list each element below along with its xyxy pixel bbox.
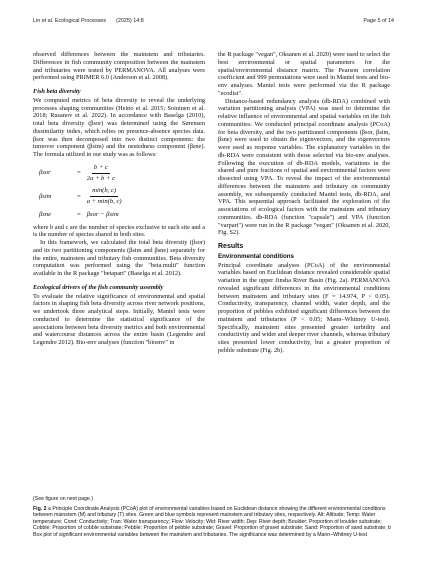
subheading-environmental-conditions: Environmental conditions <box>218 252 294 260</box>
equals-sign: = <box>77 210 81 218</box>
paragraph: To evaluate the relative significance of environmental and spatial factors in shaping fish beta diversity across river network positions, we undertook three analytical steps. Initially, Mantel tests were conducted to determine the statistical significance of the associations between beta diversity metrics and both environmental and watercourse distances across the entire basin (Legendre and Legendre 2012). Bio-env analyses (function "bioenv" in <box>33 292 205 346</box>
paragraph: We computed metrics of beta diversity to reveal the underlying processes shaping communities (Heino et al. 2015; Soininen et al. 2018; Rusanov et al. 2022). In accordance with Baselga (2010), total beta diversity (βsor) was determined using the Sørensen dissimilarity index, which relies on presence-absence species data. βsor was then decomposed into two distinct components: the turnover component (βsim) and the nestedness component (βsne). The formula utilized in our study was as follows: <box>33 96 205 158</box>
page-header <box>33 18 394 24</box>
equation-beta-sim <box>39 187 205 206</box>
caption-body: a Principle Coordinate Analysis (PCoA) plot of environmental variables based on Euclidean distance showing the different environmental conditions between mainstem (M) and tributary (T) sites. Green and blue symbols represent mainstem and tributary sites, respectively. Alt: Altitude; Temp: Water temperature; Cond: Conductivity; Tran: Water transparency; Flow: Velocity; Wid: River width; Dep: River depth; Boulder: Proportion of boulder substrate; Cobble: Proportion of cobble substrate; Pebble: Proportion of pebble substrate; Gravel: Proportion of gravel substrate; Sand: Proportion of sand substrate; b Box plot of significant environmental variables between the mainstem and tributaries. The significance was determined by a Mann–Whitney U-test <box>33 505 391 538</box>
journal-name: Lin et al. Ecological Processes <box>33 18 107 24</box>
volume-info: (2025) 14:8 <box>116 18 144 24</box>
equals-sign: = <box>77 169 81 177</box>
running-head <box>33 18 144 24</box>
fraction <box>87 164 115 183</box>
right-column <box>218 51 390 355</box>
subheading-ecological-drivers: Ecological drivers of the fish community assembly <box>33 283 164 291</box>
section-heading-results: Results <box>218 243 244 250</box>
paragraph: Distance-based redundancy analysis (db-RDA) combined with variation partitioning analysis (VPA) was used to determine the relative influence of environmental and spatial variables on the fish communities. We conducted principal coordinate analysis (PCoA) for beta diversity, and the two partitioned components (βsor, βsim, βsne) were used to obtain the eigenvectors, and the eigenvectors were used as response variables. The explanatory variables in the db-RDA were consistent with those selected via bio-env analyses. Following the execution of db-RDA models, variations in the shared and pure fractions of spatial and environmental factors were dissected using VPA. To reveal the impact of the environmental differences between the mainstem and tributary on community assembly, we subsequently conducted Mantel tests, db-RDA, and VPA. This sequential approach facilitated the exploration of the associations of ecological factors with the mainstem and tributary communities. db-RDA (function "capsale") and VPA (function "varpart") were run in the R package "vegan" (Oksanen et al. 2020, Fig. S2). <box>218 97 390 237</box>
numerator: min(b, c) <box>90 187 118 197</box>
paragraph: Principal coordinate analyses (PCoA) of the environmental variables based on Euclidean distance revealed considerable spatial variation in the upper Jinsha River Basin (Fig. 2a). PERMANOVA revealed significant differences in the environmental conditions between mainstem and tributary sites (F = 14.974, P < 0.05). Conductivity, transparency, channel width, water depth, and the proportion of pebbles exhibited significant differences between the mainstem and tributaries (P < 0.05; Mann–Whitney U-test). Specifically, mainstem sites presented greater turbidity and conductivity and wider and deeper river channels, whereas tributary sites presented lower conductivity, but a greater proportion of pebble substrate (Fig. 2b). <box>218 261 390 354</box>
figure-label: Fig. 2 <box>33 505 47 512</box>
denominator: a + min(b, c) <box>86 198 122 205</box>
equation-lhs: βsne <box>39 210 52 218</box>
left-column <box>33 51 205 347</box>
equals-sign: = <box>77 192 81 200</box>
denominator: 2a + b + c <box>86 174 116 182</box>
figure-caption <box>33 496 394 539</box>
caption-text <box>33 506 394 539</box>
subheading-fish-beta-diversity: Fish beta diversity <box>33 88 81 95</box>
paragraph: In this framework, we calculated the total beta diversity (βsor) and its two partitioning components (βsim and βsne) separately for the entire, mainstem and tributary fish communities. Beta diversity computation was performed using the "beta.multi" function available in the R package "betapart" (Baselga et al. 2012). <box>33 239 205 277</box>
equation-lhs: βsor <box>39 169 51 177</box>
equation-rhs: βsor − βsim <box>86 210 119 218</box>
paragraph: the R package "vegan", Oksanen et al. 2020) were used to select the best environmental or spatial parameters for the spatial/environmental distance matrix. The Pearson correlation coefficient and 999 permutations were used in Mantel tests and bio-env analyses. Mantel tests were performed via the R package "ecodist". <box>218 51 390 97</box>
equation-beta-sor <box>39 164 205 183</box>
fraction <box>87 187 122 206</box>
numerator: b + c <box>92 164 110 174</box>
page-number: Page 5 of 14 <box>363 18 394 24</box>
equation-lhs: βsim <box>39 192 52 200</box>
paragraph: where b and c are the number of species exclusive to each site and a is the number of species shared in both sites. <box>33 223 205 239</box>
equation-beta-sne <box>39 211 205 219</box>
see-figure-note: (See figure on next page.) <box>33 496 93 502</box>
paragraph: observed differences between the mainstem and tributaries. Differences in fish community composition between the mainstem and tributaries were tested by PERMANOVA. All analyses were performed using PRIMER 6.0 (Anderson et al. 2008). <box>33 51 205 82</box>
